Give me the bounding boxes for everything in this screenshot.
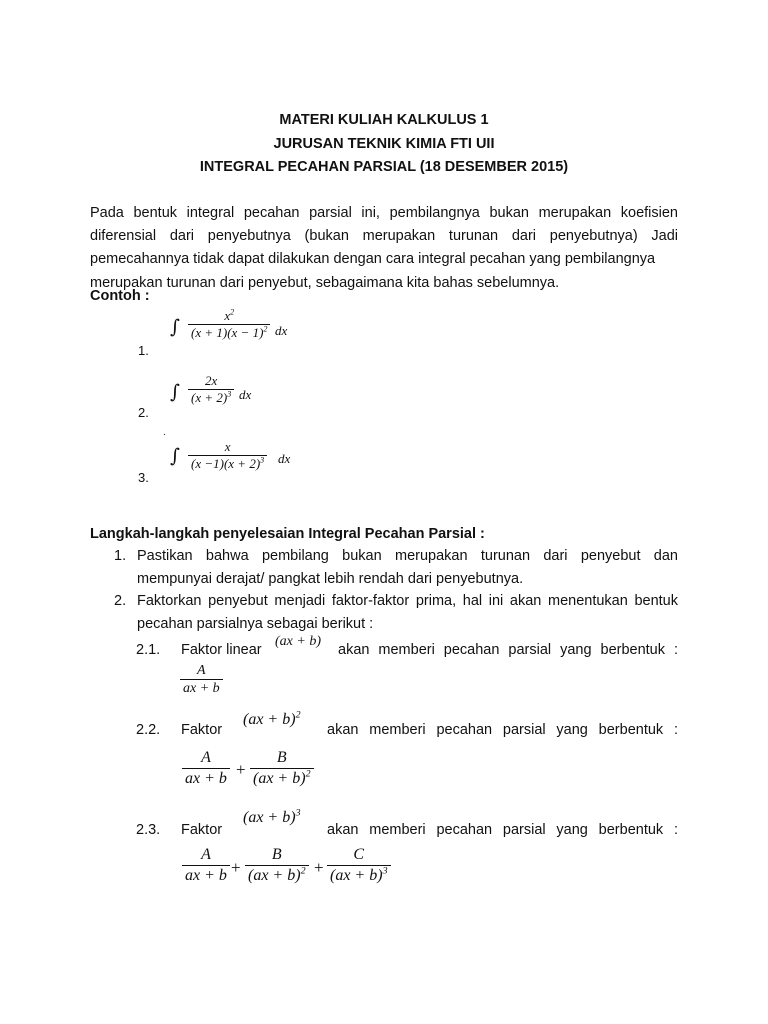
example-2-number: 2. xyxy=(138,405,149,420)
example-1-dx: dx xyxy=(275,323,288,338)
example-2-numerator: 2x xyxy=(204,373,218,388)
example-1-fraction xyxy=(188,309,270,341)
step-1-number: 1. xyxy=(114,548,127,564)
fraction-linear-denominator: ax + b xyxy=(180,679,223,696)
example-3-denominator: (x −1)(x + 2) xyxy=(191,456,261,472)
fraction-A-numerator: A xyxy=(197,663,206,678)
sub-2-3-faktor: Faktor xyxy=(181,822,223,838)
sub-2-1-rest: akan memberi pecahan parsial yang berbentuk : xyxy=(338,642,678,658)
step-1-line-2: mempunyai derajat/ pangkat lebih rendah dari penyebutnya. xyxy=(137,570,524,587)
step-1-text xyxy=(137,545,678,590)
plus-sign: + xyxy=(236,760,246,779)
fraction-B-numerator: B xyxy=(276,749,287,766)
fraction-linear-denominator: ax + b xyxy=(182,768,230,788)
sub-2-1-faktor: Faktor linear xyxy=(181,642,262,658)
sub-2-3-expression xyxy=(243,809,301,827)
sub-2-1-result xyxy=(180,663,223,697)
sub-2-3-term-1 xyxy=(182,846,230,884)
example-3-number: 3. xyxy=(138,470,149,485)
sub-2-3-exponent: 3 xyxy=(295,807,301,819)
sub-2-3-number: 2.3. xyxy=(136,822,161,838)
fraction-exponent: 2 xyxy=(305,768,311,780)
example-3-fraction xyxy=(188,440,267,472)
sub-2-3-rest: akan memberi pecahan parsial yang berbentuk : xyxy=(327,822,678,838)
header-line-2: JURUSAN TEKNIK KIMIA FTI UII xyxy=(273,136,495,152)
sub-2-2-expression-base: (ax + b) xyxy=(243,711,296,728)
step-2-line-1: Faktorkan penyebut menjadi faktor-faktor prima, hal ini akan menentukan bentuk xyxy=(137,593,678,609)
intro-paragraph xyxy=(90,202,678,295)
example-2-denominator-exponent: 3 xyxy=(227,389,232,399)
sub-2-2-number: 2.2. xyxy=(136,722,161,738)
fraction-A-numerator: A xyxy=(201,846,211,863)
fraction-exponent: 3 xyxy=(382,865,388,877)
plus-sign: + xyxy=(231,858,241,877)
sub-2-3-term-2 xyxy=(245,846,309,884)
integral-sign: ∫ xyxy=(170,445,180,467)
fraction-power-denominator: (ax + b) xyxy=(330,866,383,884)
sub-2-2-term-2 xyxy=(250,749,314,787)
example-2-fraction xyxy=(188,374,234,406)
step-2-text xyxy=(137,590,678,635)
sub-2-3-expression-base: (ax + b) xyxy=(243,809,296,826)
step-1-line-1: Pastikan bahwa pembilang bukan merupakan turunan dari penyebut dan xyxy=(137,548,678,564)
sub-2-1-number: 2.1. xyxy=(136,642,161,658)
fraction-C-numerator: C xyxy=(353,846,365,863)
example-3-dx: dx xyxy=(278,451,291,466)
integral-sign: ∫ xyxy=(170,381,180,403)
fraction-A-numerator: A xyxy=(201,749,211,766)
sub-2-2-term-1 xyxy=(182,749,230,787)
step-2-number: 2. xyxy=(114,593,127,609)
intro-last-line: merupakan turunan dari penyebut, sebagaimana kita bahas sebelumnya. xyxy=(90,274,560,291)
example-1-denominator: (x + 1)(x − 1) xyxy=(191,325,264,341)
header-line-1: MATERI KULIAH KALKULUS 1 xyxy=(279,112,489,128)
step-2-line-2: pecahan parsialnya sebagai berikut : xyxy=(137,615,374,632)
sub-2-3-term-3 xyxy=(327,846,391,884)
stray-dot: . xyxy=(163,427,166,438)
contoh-label: Contoh : xyxy=(90,288,150,304)
sub-2-2-faktor: Faktor xyxy=(181,722,223,738)
header-line-3: INTEGRAL PECAHAN PARSIAL (18 DESEMBER 2015) xyxy=(199,159,569,175)
intro-text: Pada bentuk integral pecahan parsial ini, pembilangnya bukan merupakan koefisien diferensial dari penyebutnya (bukan merupakan turunan dari penyebutnya) Jadi pemecahannya tidak dapat dilakukan dengan cara integral pecahan yang pembilangnya xyxy=(90,205,678,268)
sub-2-2-exponent: 2 xyxy=(295,709,301,721)
fraction-linear-denominator: ax + b xyxy=(182,865,230,885)
example-3-numerator: x xyxy=(224,439,231,454)
example-1-numerator: x xyxy=(224,308,231,323)
fraction-power-denominator: (ax + b) xyxy=(253,769,306,787)
fraction-B-numerator: B xyxy=(271,846,282,863)
example-1-denominator-exponent: 2 xyxy=(263,324,268,334)
sub-2-1-expression: (ax + b) xyxy=(275,634,321,649)
integral-sign: ∫ xyxy=(170,316,180,338)
example-3-denominator-exponent: 3 xyxy=(260,455,265,465)
fraction-power-denominator: (ax + b) xyxy=(248,866,301,884)
example-2-dx: dx xyxy=(239,387,252,402)
steps-title: Langkah-langkah penyelesaian Integral Pecahan Parsial : xyxy=(90,526,485,542)
plus-sign: + xyxy=(314,858,324,877)
example-2-denominator: (x + 2) xyxy=(191,390,228,406)
sub-2-2-rest: akan memberi pecahan parsial yang berbentuk : xyxy=(327,722,678,738)
fraction-exponent: 2 xyxy=(300,865,306,877)
example-1-number: 1. xyxy=(138,343,149,358)
sub-2-2-expression xyxy=(243,711,301,729)
example-1-numerator-exponent: 2 xyxy=(230,307,235,317)
